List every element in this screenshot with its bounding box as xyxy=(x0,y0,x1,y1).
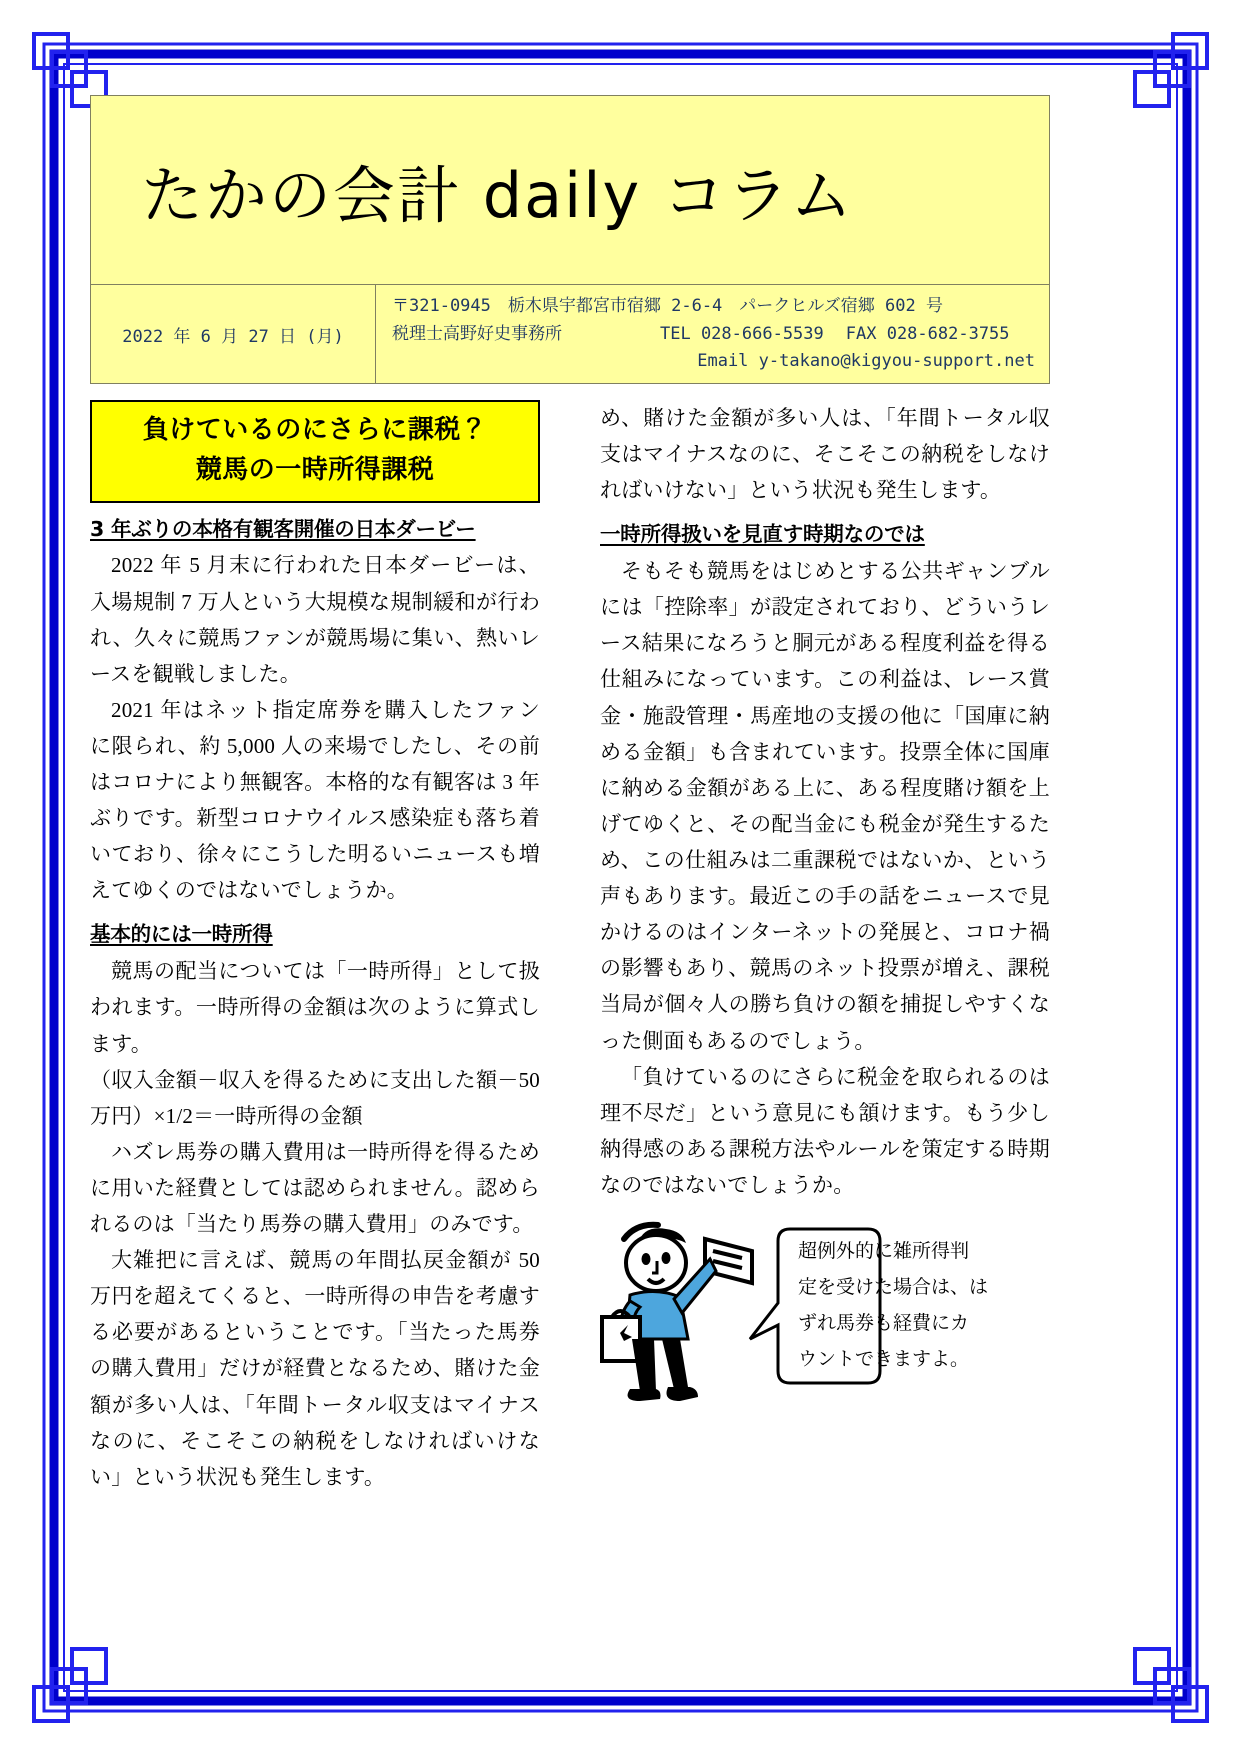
page-title: たかの会計 daily コラム xyxy=(141,158,855,232)
speech-line-4: ウントできますよ。 xyxy=(798,1348,970,1371)
masthead xyxy=(90,95,1050,384)
firm-name: 税理士高野好史事務所 xyxy=(392,323,562,344)
headline-line-2: 競馬の一時所得課税 xyxy=(195,455,435,486)
page-content xyxy=(90,95,1050,1495)
speech-line-2: 定を受けた場合は、は xyxy=(798,1276,989,1299)
fax-number: FAX 028-682-3755 xyxy=(845,323,1010,344)
section-heading-1: 3 年ぶりの本格有観客開催の日本ダービー xyxy=(90,516,476,541)
contact-block xyxy=(376,285,1049,383)
telephone-number: TEL 028-666-5539 xyxy=(660,323,824,344)
paragraph-formula: （収入金額－収入を得るために支出した額－50 万円）×1/2＝一時所得の金額 xyxy=(90,1067,540,1128)
article-headline-box xyxy=(90,400,540,503)
speech-line-3: ずれ馬券も経費にカ xyxy=(798,1312,970,1335)
office-address: 〒321-0945 栃木県宇都宮市宿郷 2-6-4 パークヒルズ宿郷 602 号 xyxy=(392,296,943,316)
character-figure xyxy=(602,1225,716,1401)
paragraph: 2021 年はネット指定席券を購入したファンに限られ、約 5,000 人の来場でしたし、その前はコロナにより無観客。本格的な有観客は 3 年ぶりです。新型コロナウイルス感染症も落ち着いており、徐々にこうした明るいニュースも増えてゆくのではないでしょうか。 xyxy=(90,697,540,903)
masthead-title-bar xyxy=(91,96,1049,284)
paragraph-continued: め、賭けた金額が多い人は、「年間トータル収支はマイナスなのに、そこそこの納税をしなければいけない」という状況も発生します。 xyxy=(600,406,1050,503)
paragraph: 2022 年 5 月末に行われた日本ダービーは、入場規制 7 万人という大規模な規制緩和が行われ、久々に競馬ファンが競馬場に集い、熱いレースを観戦しました。 xyxy=(90,553,540,686)
section-heading-3: 一時所得扱いを見直す時期なのでは xyxy=(600,522,925,547)
masthead-info-bar xyxy=(91,284,1049,383)
issue-date: 2022 年 6 月 27 日 (月) xyxy=(91,285,376,383)
paragraph: そもそも競馬をはじめとする公共ギャンブルには「控除率」が設定されており、どういうレース結果になろうと胴元がある程度利益を得る仕組みになっています。この利益は、レース賞金・施設管理・馬産地の支援の他に「国庫に納める金額」も含まれています。投票全体に国庫に納める金額がある上に、ある程度賭け額を上げてゆくと、その配当金にも税金が発生するため、この仕組みは二重課税ではないか、という声もあります。最近この手の話をニュースで見かけるのはインターネットの発展と、コロナ禍の影響もあり、競馬のネット投票が増え、課税当局が個々人の勝ち負けの額を捕捉しやすくなった側面もあるのでしょう。 xyxy=(600,559,1050,1053)
section-heading-2: 基本的には一時所得 xyxy=(90,922,273,947)
article-columns xyxy=(90,400,1050,1495)
left-column xyxy=(90,400,540,1495)
headline-line-1: 負けているのにさらに課税？ xyxy=(142,415,488,445)
email-address: Email y-takano@kigyou-support.net xyxy=(697,351,1035,372)
right-column xyxy=(600,400,1050,1495)
paragraph: ハズレ馬券の購入費用は一時所得を得るために用いた経費としては認められません。認められるのは「当たり馬券の購入費用」のみです。 xyxy=(90,1139,540,1237)
office-contact-row xyxy=(392,321,1039,349)
document-pointing-man-icon xyxy=(600,1221,1050,1431)
illustration-block xyxy=(600,1221,1050,1431)
speech-line-1: 超例外的に雑所得判 xyxy=(798,1240,970,1263)
paragraph: 大雑把に言えば、競馬の年間払戻金額が 50 万円を超えてくると、一時所得の申告を考慮する必要があるということです。「当たった馬券の購入費用」だけが経費となるため、賭けた金額が多い人は、「年間トータル収支はマイナスなのに、そこそこの納税をしなければいけない」という状況も発生します。 xyxy=(90,1248,540,1489)
paragraph: 「負けているのにさらに税金を取られるのは理不尽だ」という意見にも頷けます。もう少し納得感のある課税方法やルールを策定する時期なのではないでしょうか。 xyxy=(600,1064,1050,1197)
paragraph: 競馬の配当については「一時所得」として扱われます。一時所得の金額は次のように算式します。 xyxy=(90,959,540,1056)
